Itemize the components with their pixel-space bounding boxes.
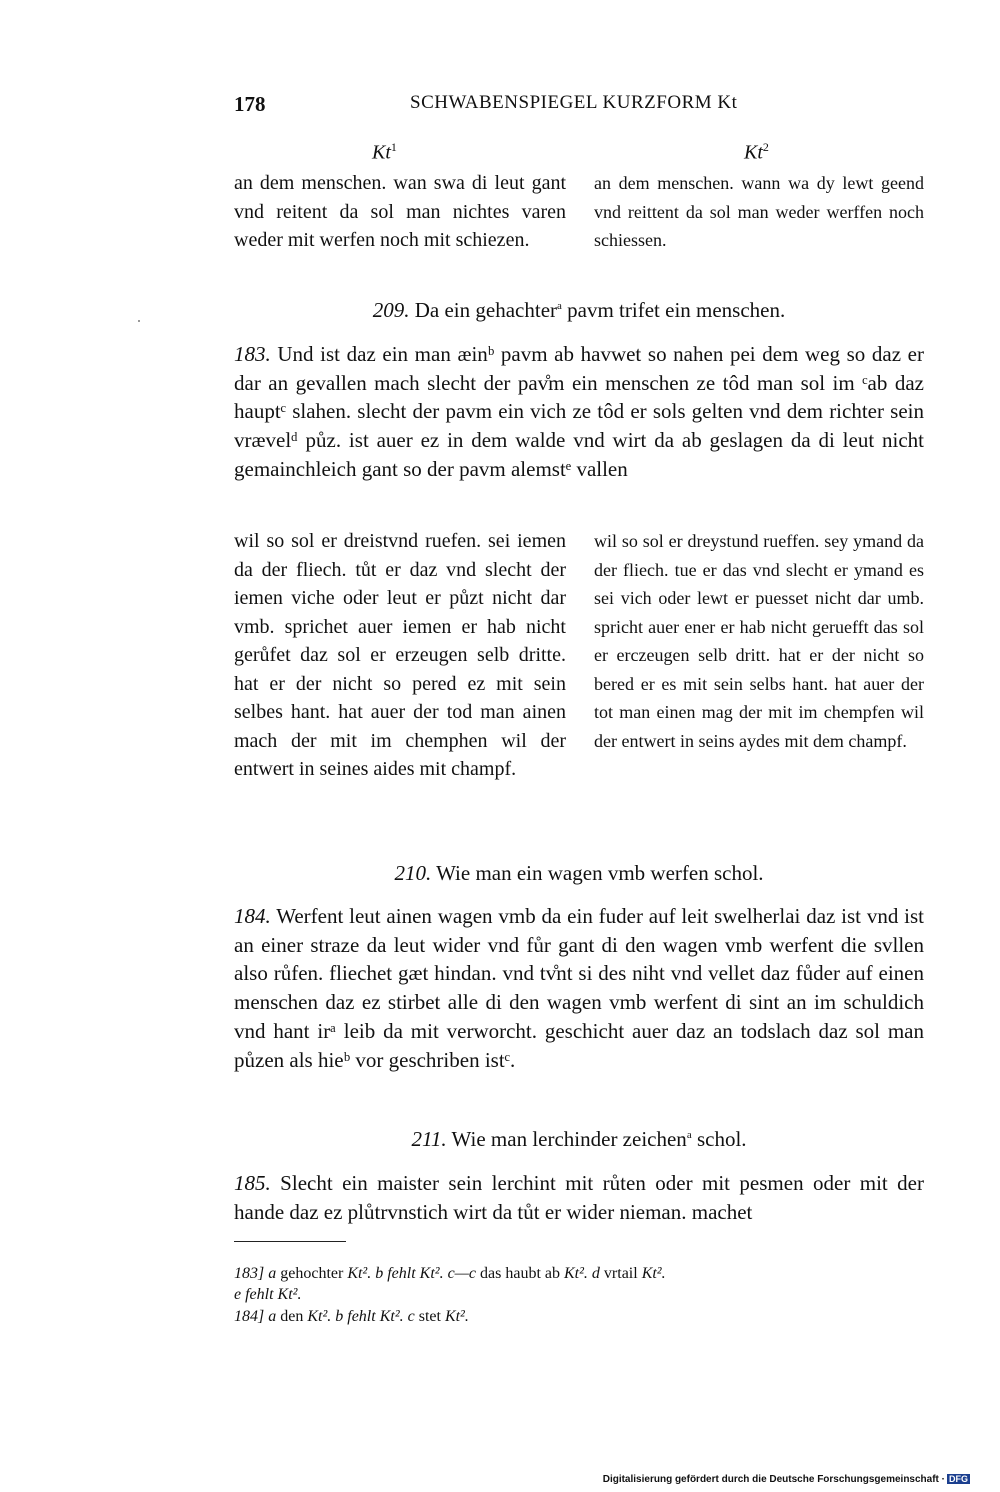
digitization-credit: Digitalisierung gefördert durch die Deutsche Forschungsgemeinschaft · DFG xyxy=(602,1474,968,1485)
block1-left-column: an dem menschen. wan swa di leut gant vnd reitent da sol man nichtes varen weder mit werfen noch mit schiezen. xyxy=(234,172,566,251)
dfg-logo-badge: DFG xyxy=(949,1474,968,1484)
section-211-title: 211. Wie man lerchinder zeichen$^a$ schol. xyxy=(411,1127,747,1151)
paragraph-185: 185. Slecht ein maister sein lerchint mit růten oder mit pesmen oder mit der hande daz ez plůtrvnstich wirt da tůt er wider nieman. machet xyxy=(234,1171,924,1224)
column-heading-right: Kt$^2$ xyxy=(744,140,769,164)
block2-right-column: wil so sol er dreystund rueffen. sey ymand da der fliech. tue er das vnd slecht er ymand es sei vich oder lewt er puesset nicht dar umb. spricht auer ener er hab nicht geruefft das sol er erczeugen selb dritt. hat er der nicht so bered er es mit sein selbs hant. hat auer der tot man einen mag der mit im chempfen wil der entwert in seins aydes mit dem champf. xyxy=(594,531,924,751)
section-210-title: 210. Wie man ein wagen vmb werfen schol. xyxy=(394,861,764,885)
paragraph-183: 183. Und ist daz ein man æinᵇ pavm ab havwet so nahen pei dem weg so daz er dar an gevallen mach slecht der pav̊m ein menschen ze tôd man sol im ᶜab daz hauptᶜ slahen. slecht der pavm ein vich ze tôd er sols gelten vnd dem richter sein vrævelᵈ půz. ist auer ez in dem walde vnd wirt da ab geslagen da di leut nicht gemainchleich gant so der pavm alemstᵉ vallen xyxy=(234,342,924,481)
running-header: SCHWABENSPIEGEL KURZFORM Kt xyxy=(410,92,738,113)
footnote-rule xyxy=(234,1241,346,1242)
footnote-183: 183] a gehochter Kt². b fehlt Kt². c—c das haubt ab Kt². d vrtail Kt². e fehlt Kt². xyxy=(234,1265,666,1303)
paragraph-184: 184. Werfent leut ainen wagen vmb da ein fuder auf leit swelherlai daz ist vnd ist an einer straze da leut wider vnd fůr gant di den wagen vmb werfent die svllen also růfen. fliechet gæt hindan. vnd tv̊nt si des niht vnd vellet daz fůder auf einen menschen daz ez stirbet alle di den wagen vmb werfent di sint an im schuldich vnd hant irᵃ leib da mit verworcht. geschicht auer daz an todslach daz sol man půzen als hieᵇ vor geschriben istᶜ. xyxy=(234,904,924,1072)
block1-right-column: an dem menschen. wann wa dy lewt geend vnd reittent da sol man weder werffen noch schiessen. xyxy=(594,173,924,250)
column-heading-left: Kt$^1$ xyxy=(372,140,397,164)
block2-left-column: wil so sol er dreistvnd ruefen. sei iemen da der fliech. tůt er daz vnd slecht der iemen viche oder leut er půzt nicht dar vmb. sprichet auer iemen er hab nicht gerůfet daz sol er erzeugen selb dritte. hat er der nicht so pered ez mit sein selbes hant. hat auer der tod man ainen mach der mit im chemphen wil der entwert in seines aides mit champf. xyxy=(234,530,566,780)
scan-speck xyxy=(138,320,140,322)
footnote-184: 184] a den Kt². b fehlt Kt². c stet Kt². xyxy=(234,1308,469,1325)
page-number: 178 xyxy=(234,92,266,116)
section-209-title: 209. Da ein gehachter$^a$ pavm trifet ein menschen. xyxy=(372,298,786,322)
